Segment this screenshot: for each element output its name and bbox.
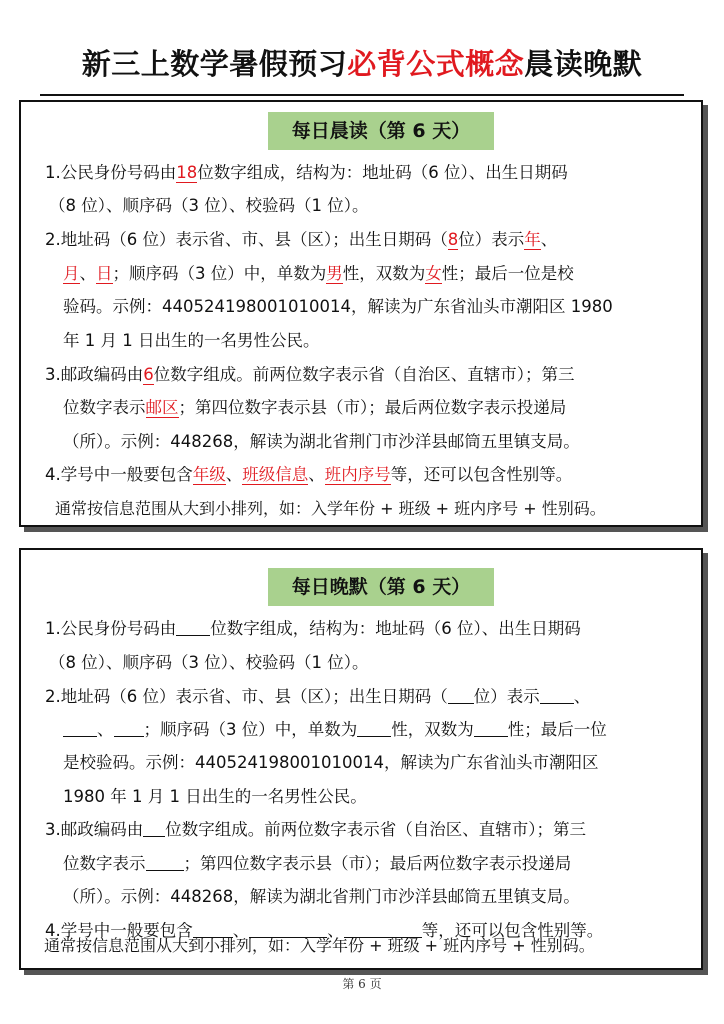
evening-item-3-line-1: 3.邮政编码由 位数字组成。前两位数字表示省（自治区、直辖市）；第三 [45, 820, 586, 839]
title-part1: 新三上数学暑假预习 [81, 47, 348, 81]
morning-item-2-line-1: 2.地址码（6 位）表示省、市、县（区）；出生日期码（8位）表示年、 [45, 230, 558, 249]
blank[interactable] [474, 720, 508, 738]
evening-item-2-line-1: 2.地址码（6 位）表示省、市、县（区）；出生日期码（ 位）表示 、 [45, 687, 591, 706]
morning-item-1-line-1: 1.公民身份号码由18位数字组成，结构为：地址码（6 位）、出生日期码 [45, 163, 568, 182]
morning-item-1-line-2: （8 位）、顺序码（3 位）、校验码（1 位）。 [49, 196, 369, 215]
evening-item-2-line-2: 、 ；顺序码（3 位）中，单数为 性，双数为 性；最后一位 [63, 713, 607, 747]
evening-item-3-line-2: 位数字表示 ；第四位数字表示县（市）；最后两位数字表示投递局 [63, 854, 572, 873]
morning-item-3-line-1: 3.邮政编码由6位数字组成。前两位数字表示省（自治区、直辖市）；第三 [45, 365, 575, 384]
morning-heading: 每日晨读（第 6 天） [268, 112, 494, 150]
evening-dictation-box [19, 548, 703, 970]
blank[interactable] [63, 720, 97, 738]
evening-item-4-line-2: 通常按信息范围从大到小排列，如：入学年份 + 班级 + 班内序号 + 性别码。 [44, 936, 595, 955]
evening-item-2-line-4: 1980 年 1 月 1 日出生的一名男性公民。 [63, 787, 367, 806]
page-number: 第 6 页 [342, 977, 382, 991]
morning-item-4-line-2: 通常按信息范围从大到小排列，如：入学年份 + 班级 + 班内序号 + 性别码。 [55, 499, 606, 518]
blank[interactable] [143, 820, 165, 838]
page-title [0, 44, 724, 84]
blank[interactable] [448, 687, 474, 705]
title-part3: 晨读晚默 [524, 47, 643, 81]
blank[interactable] [540, 687, 574, 705]
title-underline [40, 94, 684, 96]
evening-item-2-line-3: 是校验码。示例：440524198001010014，解读为广东省汕头市潮阳区 [63, 753, 599, 772]
evening-item-4-line-1: 4.学号中一般要包含 、 、 等，还可以包含性别等。 [45, 921, 604, 940]
evening-item-3-line-3: （所）。示例：448268，解读为湖北省荆门市沙洋县邮筒五里镇支局。 [63, 887, 580, 906]
evening-item-1-line-2: （8 位）、顺序码（3 位）、校验码（1 位）。 [49, 653, 369, 672]
blank[interactable] [146, 854, 184, 872]
morning-item-2-line-4: 年 1 月 1 日出生的一名男性公民。 [63, 331, 320, 350]
morning-item-2-line-2: 月、日；顺序码（3 位）中，单数为男性，双数为女性；最后一位是校 [63, 264, 574, 283]
morning-item-2-line-3: 验码。示例：440524198001010014，解读为广东省汕头市潮阳区 1980 [63, 297, 613, 316]
blank[interactable] [176, 619, 210, 637]
blank[interactable] [357, 720, 391, 738]
evening-item-1-line-1: 1.公民身份号码由 位数字组成，结构为：地址码（6 位）、出生日期码 [45, 619, 581, 638]
title-part2: 必背公式概念 [347, 47, 525, 81]
evening-heading: 每日晚默（第 6 天） [268, 568, 494, 606]
blank[interactable] [114, 720, 144, 738]
morning-reading-box [19, 100, 703, 527]
morning-item-4-line-1: 4.学号中一般要包含年级、班级信息、班内序号等，还可以包含性别等。 [45, 465, 573, 484]
morning-item-3-line-2: 位数字表示邮区；第四位数字表示县（市）；最后两位数字表示投递局 [63, 398, 567, 417]
morning-item-3-line-3: （所）。示例：448268，解读为湖北省荆门市沙洋县邮筒五里镇支局。 [63, 432, 580, 451]
